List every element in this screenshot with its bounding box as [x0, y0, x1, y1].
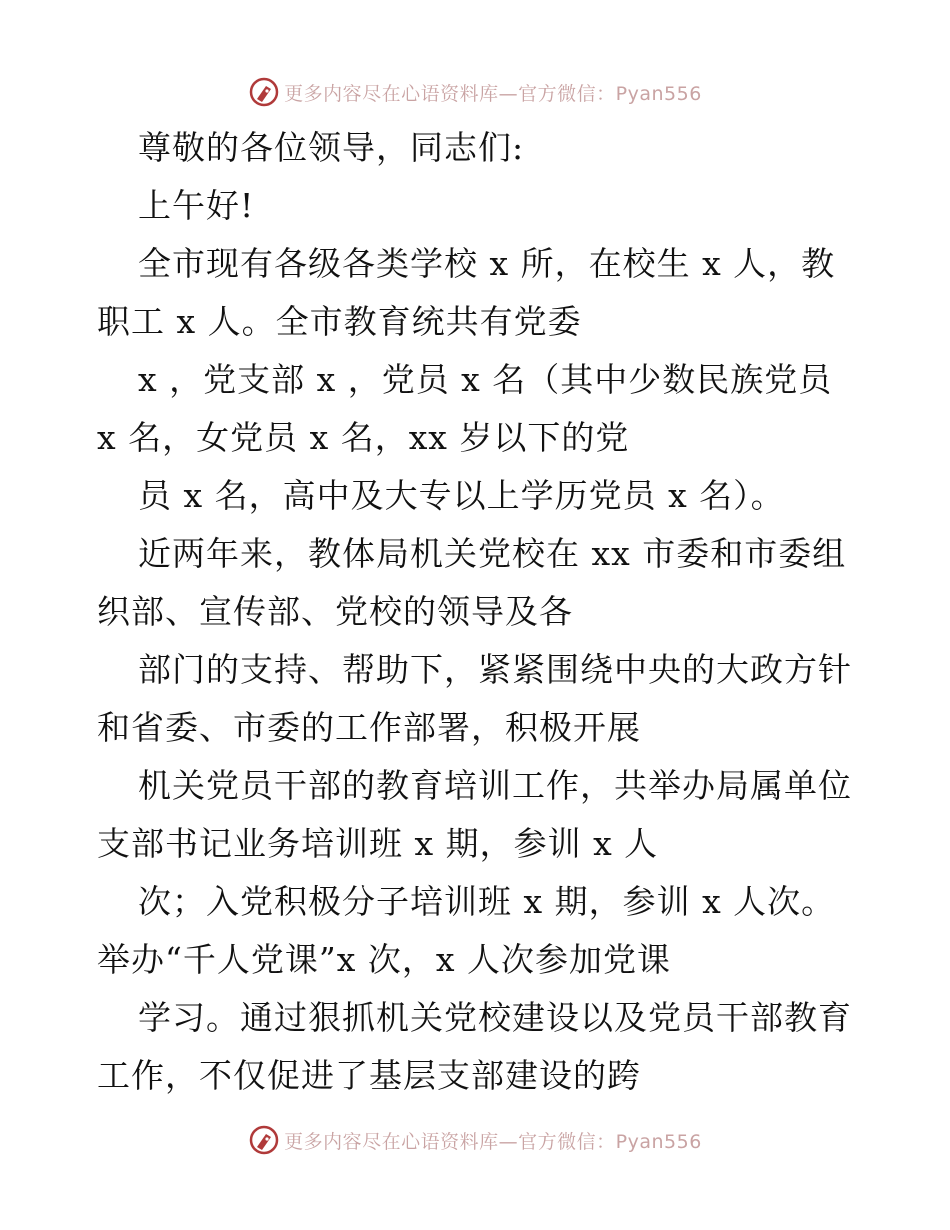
- footer-banner: [0, 1122, 950, 1158]
- doc-line: 职工 x 人。全市教育统共有党委: [97, 302, 582, 341]
- doc-line: x 名，女党员 x 名，xx 岁以下的党: [97, 418, 630, 457]
- doc-line: x ，党支部 x ，党员 x 名（其中少数民族党员: [138, 360, 833, 399]
- doc-line: 尊敬的各位领导，同志们:: [138, 128, 525, 167]
- doc-line: 上午好!: [138, 186, 255, 225]
- doc-line: 支部书记业务培训班 x 期，参训 x 人: [97, 824, 659, 863]
- footer-banner-text: 更多内容尽在心语资料库—官方微信：Pyan556: [284, 1130, 702, 1153]
- pen-nib-logo-icon: [248, 1124, 280, 1156]
- doc-line: 近两年来，教体局机关党校在 xx 市委和市委组: [138, 534, 847, 573]
- doc-line: 和省委、市委的工作部署，积极开展: [97, 708, 641, 747]
- header-banner: [0, 74, 950, 110]
- pen-nib-logo-icon: [248, 76, 280, 108]
- doc-line: 学习。通过狠抓机关党校建设以及党员干部教育: [138, 998, 852, 1037]
- header-banner-text: 更多内容尽在心语资料库—官方微信：Pyan556: [284, 82, 702, 105]
- doc-line: 员 x 名，高中及大专以上学历党员 x 名）。: [138, 476, 785, 515]
- doc-line: 机关党员干部的教育培训工作，共举办局属单位: [138, 766, 852, 805]
- doc-line: 次；入党积极分子培训班 x 期，参训 x 人次。: [138, 882, 836, 921]
- doc-line: 全市现有各级各类学校 x 所，在校生 x 人，教: [138, 244, 836, 283]
- doc-line: 举办“千人党课”x 次，x 人次参加党课: [97, 940, 671, 979]
- doc-line: 部门的支持、帮助下，紧紧围绕中央的大政方针: [138, 650, 852, 689]
- doc-line: 工作，不仅促进了基层支部建设的跨: [97, 1056, 641, 1095]
- doc-line: 织部、宣传部、党校的领导及各: [97, 592, 573, 631]
